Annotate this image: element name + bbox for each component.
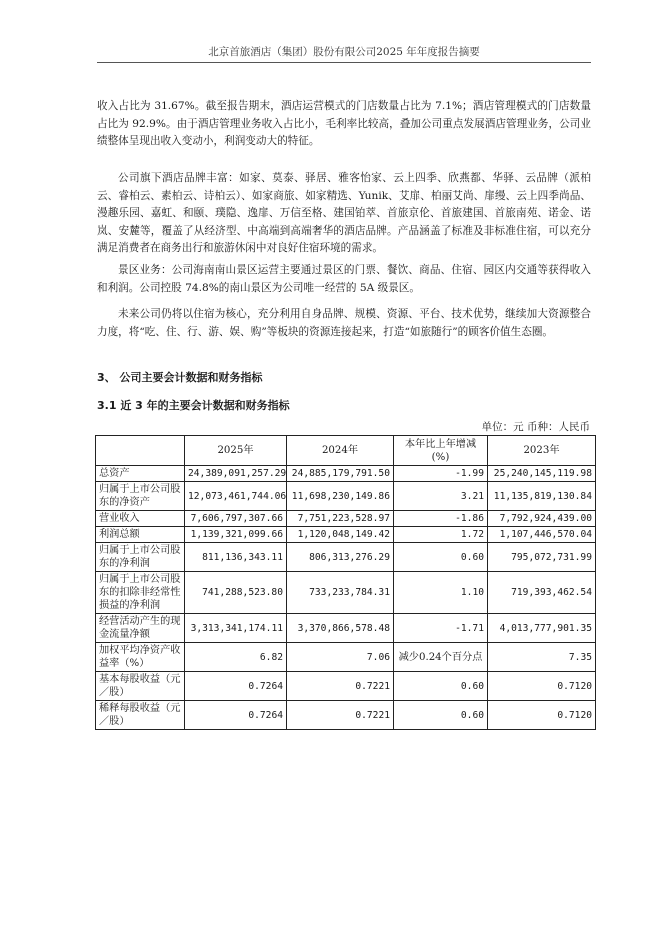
- page-header: 北京首旅酒店（集团）股份有限公司2025 年年度报告摘要: [97, 44, 591, 63]
- section-3-title: 3、 公司主要会计数据和财务指标: [97, 371, 263, 384]
- value-2023: 7,792,924,439.00: [488, 511, 596, 527]
- paragraph-revenue-share: 收入占比为 31.67%。截至报告期末，酒店运营模式的门店数量占比为 7.1%；酒店管理模式的门店数量占比为 92.9%。由于酒店管理业务收入占比小，毛利率比较高，叠加公司重点发展酒店管理业务，公司业绩整体呈现出收入变动小，利润变动大的特征。: [97, 100, 591, 147]
- value-2023: 0.7120: [488, 672, 596, 701]
- value-change: -1.99: [394, 466, 488, 482]
- row-label: 归属于上市公司股东的净资产: [96, 482, 185, 511]
- header-cell-blank: [96, 436, 185, 466]
- value-2023: 4,013,777,901.35: [488, 614, 596, 643]
- value-2025: 6.82: [185, 643, 287, 672]
- value-2023: 25,240,145,119.98: [488, 466, 596, 482]
- value-change: 0.60: [394, 543, 488, 572]
- section-3-1-title: 3.1 近 3 年的主要会计数据和财务指标: [97, 399, 290, 412]
- table-row: [96, 527, 596, 543]
- table-row: [96, 614, 596, 643]
- units-line: 单位：元 币种：人民币: [481, 421, 590, 433]
- value-2025: 741,288,523.80: [185, 572, 287, 614]
- value-2024: 0.7221: [287, 672, 394, 701]
- value-2024: 1,120,048,149.42: [287, 527, 394, 543]
- value-2025: 12,073,461,744.06: [185, 482, 287, 511]
- value-2024: 24,885,179,791.50: [287, 466, 394, 482]
- row-label: 加权平均净资产收益率（%）: [96, 643, 185, 672]
- value-2023: 7.35: [488, 643, 596, 672]
- value-2025: 24,389,091,257.29: [185, 466, 287, 482]
- table-row: [96, 482, 596, 511]
- table-row: [96, 511, 596, 527]
- value-2025: 0.7264: [185, 701, 287, 730]
- row-label: 归属于上市公司股东的净利润: [96, 543, 185, 572]
- row-label: 基本每股收益（元／股）: [96, 672, 185, 701]
- table-row: [96, 543, 596, 572]
- value-2024: 3,370,866,578.48: [287, 614, 394, 643]
- value-change: -1.71: [394, 614, 488, 643]
- value-change: 1.10: [394, 572, 488, 614]
- value-change: 减少0.24个百分点: [394, 643, 488, 672]
- value-2025: 1,139,321,099.66: [185, 527, 287, 543]
- value-2023: 795,072,731.99: [488, 543, 596, 572]
- value-2023: 1,107,446,570.04: [488, 527, 596, 543]
- value-2023: 719,393,462.54: [488, 572, 596, 614]
- row-label: 利润总额: [96, 527, 185, 543]
- value-change: -1.86: [394, 511, 488, 527]
- table-row: [96, 572, 596, 614]
- value-2025: 0.7264: [185, 672, 287, 701]
- value-2025: 811,136,343.11: [185, 543, 287, 572]
- value-change: 0.60: [394, 701, 488, 730]
- row-label: 稀释每股收益（元／股）: [96, 701, 185, 730]
- value-change: 1.72: [394, 527, 488, 543]
- table-header-row: [96, 436, 596, 466]
- header-cell-2024: 2024年: [287, 436, 394, 466]
- value-2024: 806,313,276.29: [287, 543, 394, 572]
- value-2024: 11,698,230,149.86: [287, 482, 394, 511]
- header-cell-2025: 2025年: [185, 436, 287, 466]
- row-label: 归属于上市公司股东的扣除非经常性损益的净利润: [96, 572, 185, 614]
- financial-data-table: [95, 435, 596, 730]
- header-cell-2023: 2023年: [488, 436, 596, 466]
- value-2024: 7.06: [287, 643, 394, 672]
- table-row: [96, 701, 596, 730]
- row-label: 总资产: [96, 466, 185, 482]
- value-change: 0.60: [394, 672, 488, 701]
- row-label: 经营活动产生的现金流量净额: [96, 614, 185, 643]
- value-2023: 11,135,819,130.84: [488, 482, 596, 511]
- value-2025: 3,313,341,174.11: [185, 614, 287, 643]
- table-row: [96, 672, 596, 701]
- paragraph-future-strategy: 未来公司仍将以住宿为核心，充分利用自身品牌、规模、资源、平台、技术优势，继续加大资源整合力度，将“吃、住、行、游、娱、购”等板块的资源连接起来，打造“如旅随行”的顾客价值生态圈。: [97, 308, 591, 338]
- table-row: [96, 466, 596, 482]
- value-2025: 7,606,797,307.66: [185, 511, 287, 527]
- value-2024: 7,751,223,528.97: [287, 511, 394, 527]
- header-cell-change: 本年比上年增减(%): [394, 436, 488, 466]
- value-2023: 0.7120: [488, 701, 596, 730]
- value-2024: 733,233,784.31: [287, 572, 394, 614]
- value-change: 3.21: [394, 482, 488, 511]
- paragraph-hotel-brands: 公司旗下酒店品牌丰富：如家、莫泰、驿居、雅客怡家、云上四季、欣燕都、华驿、云品牌（派柏云、睿柏云、素柏云、诗柏云）、如家商旅、如家精选、Yunik、艾扉、柏丽艾尚、扉缦、云上四季尚品、漫趣乐园、嘉虹、和颐、璞隐、逸扉、万信至格、建国铂萃、首旅京伦、首旅建国、首旅南苑、诺金、诺岚、安麓等，覆盖了从经济型、中高端到高端奢华的酒店品牌。产品涵盖了标准及非标准住宿，可以充分满足消费者在商务出行和旅游休闲中对良好住宿环境的需求。: [97, 172, 591, 254]
- table-row: [96, 643, 596, 672]
- row-label: 营业收入: [96, 511, 185, 527]
- value-2024: 0.7221: [287, 701, 394, 730]
- paragraph-scenic-business: 景区业务：公司海南南山景区运营主要通过景区的门票、餐饮、商品、住宿、园区内交通等获得收入和利润。公司控股 74.8%的南山景区为公司唯一经营的 5A 级景区。: [97, 264, 591, 294]
